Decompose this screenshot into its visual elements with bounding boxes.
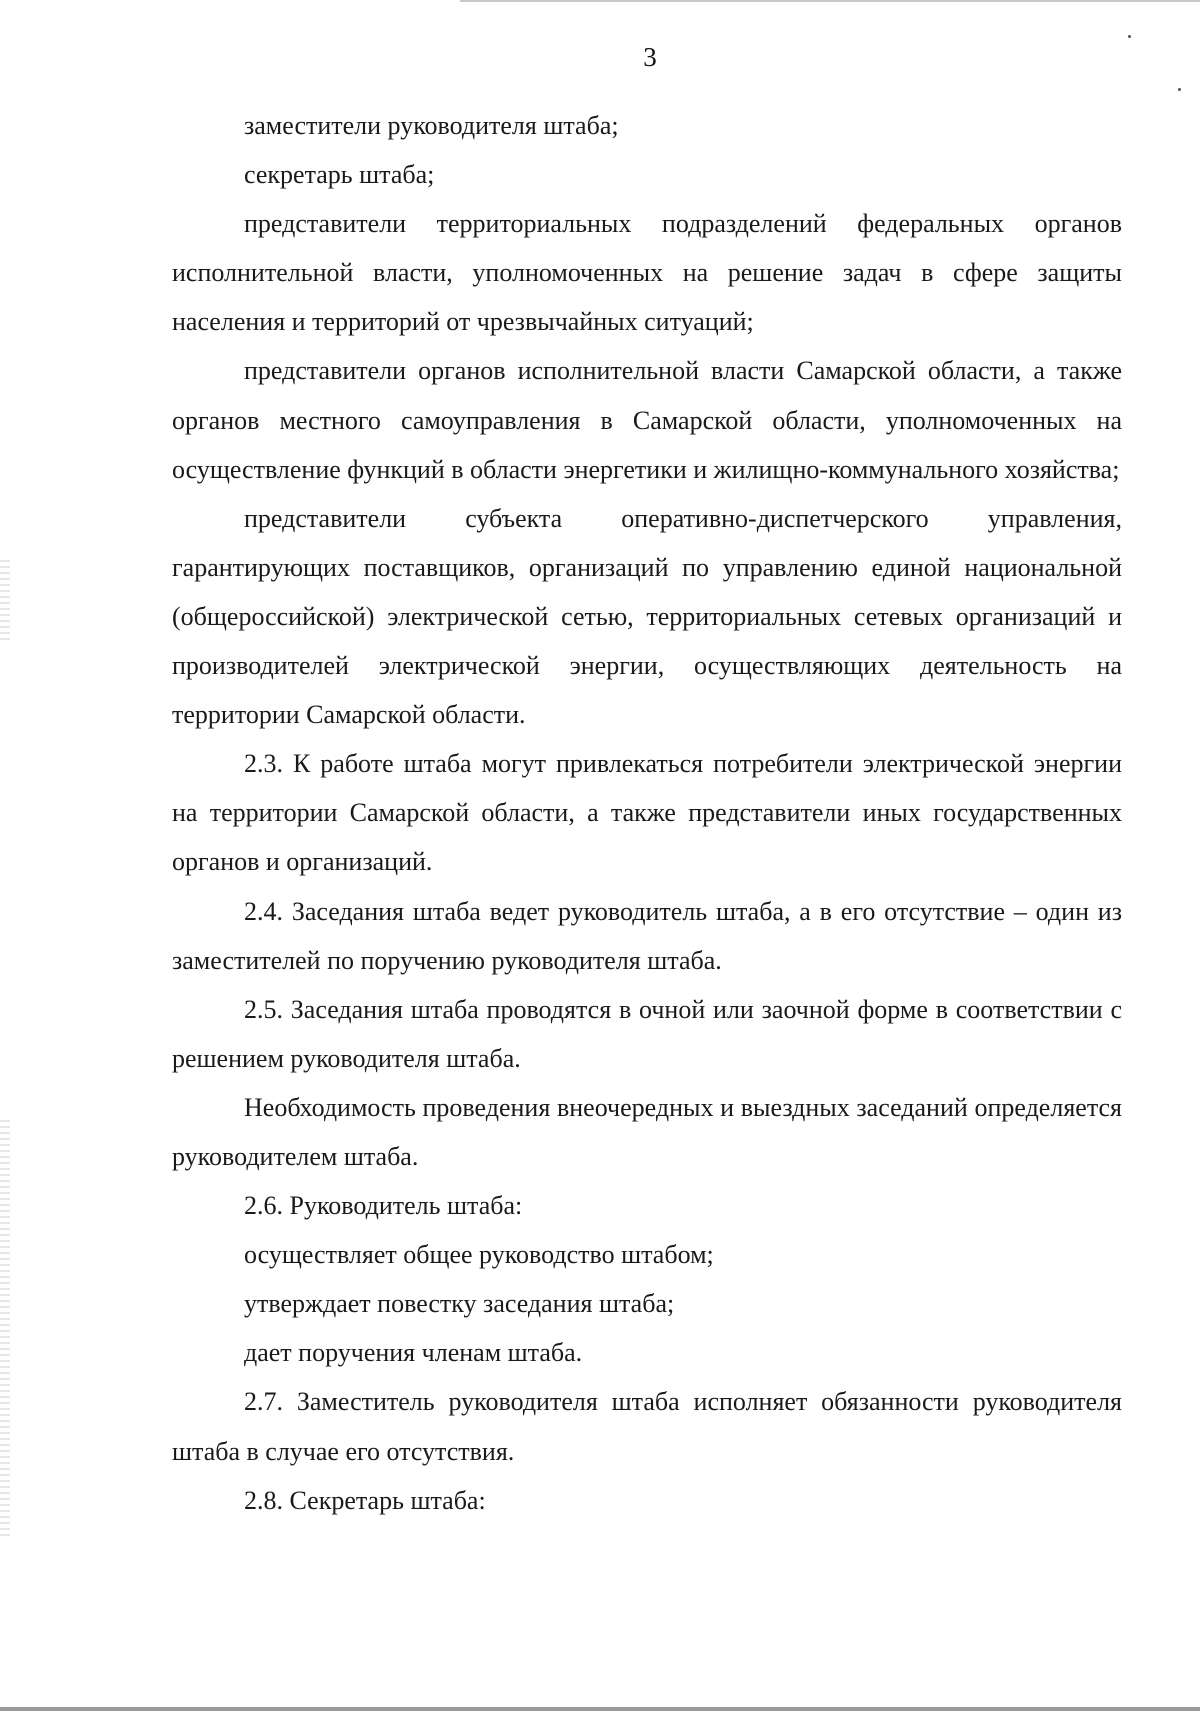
paragraph: 2.7. Заместитель руководителя штаба исполняет обязанности руководителя штаба в случае его отсутствия. (172, 1387, 1122, 1466)
scan-edge-bottom (0, 1707, 1200, 1711)
paragraph: секретарь штаба; (244, 160, 435, 190)
paragraph: 2.5. Заседания штаба проводятся в очной или заочной форме в соответствии с решением руководителя штаба. (172, 994, 1122, 1073)
paragraph: Необходимость проведения внеочередных и выездных заседаний определяется руководителем штаба. (172, 1092, 1122, 1171)
scan-noise-left (0, 560, 10, 640)
paragraph: представители субъекта оперативно-диспетчерского управления, гарантирующих поставщиков, организаций по управлению единой национальной (общероссийской) электрической сетью, территориальных сетевых организаций и производителей электрической энергии, осуществляющих деятельность на территории Самарской области. (172, 503, 1122, 730)
paragraph: 2.8. Секретарь штаба: (244, 1485, 486, 1515)
paragraph: 2.3. К работе штаба могут привлекаться потребители электрической энергии на территории Самарской области, а также представители иных государственных органов и организаций. (172, 749, 1122, 877)
scan-noise-left (0, 1120, 10, 1540)
paragraph: дает поручения членам штаба. (244, 1338, 583, 1368)
scan-speck (1128, 35, 1131, 38)
paragraph: заместители руководителя штаба; (244, 111, 619, 140)
document-body (172, 101, 1122, 1525)
page-number: 3 (643, 42, 657, 72)
scan-speck (1178, 88, 1181, 91)
paragraph: представители территориальных подразделений федеральных органов исполнительной власти, уполномоченных на решение задач в сфере защиты населения и территорий от чрезвычайных ситуаций; (172, 209, 1122, 337)
paragraph: утверждает повестку заседания штаба; (244, 1289, 675, 1319)
scan-edge-top (460, 0, 1200, 2)
paragraph: 2.4. Заседания штаба ведет руководитель штаба, а в его отсутствие – один из заместителей по поручению руководителя штаба. (172, 896, 1122, 975)
paragraph: 2.6. Руководитель штаба: (244, 1191, 523, 1221)
paragraph: осуществляет общее руководство штабом; (244, 1240, 714, 1270)
paragraph: представители органов исполнительной власти Самарской области, а также органов местного самоуправления в Самарской области, уполномоченных на осуществление функций в области энергетики и жилищно-коммунального хозяйства; (172, 356, 1122, 484)
